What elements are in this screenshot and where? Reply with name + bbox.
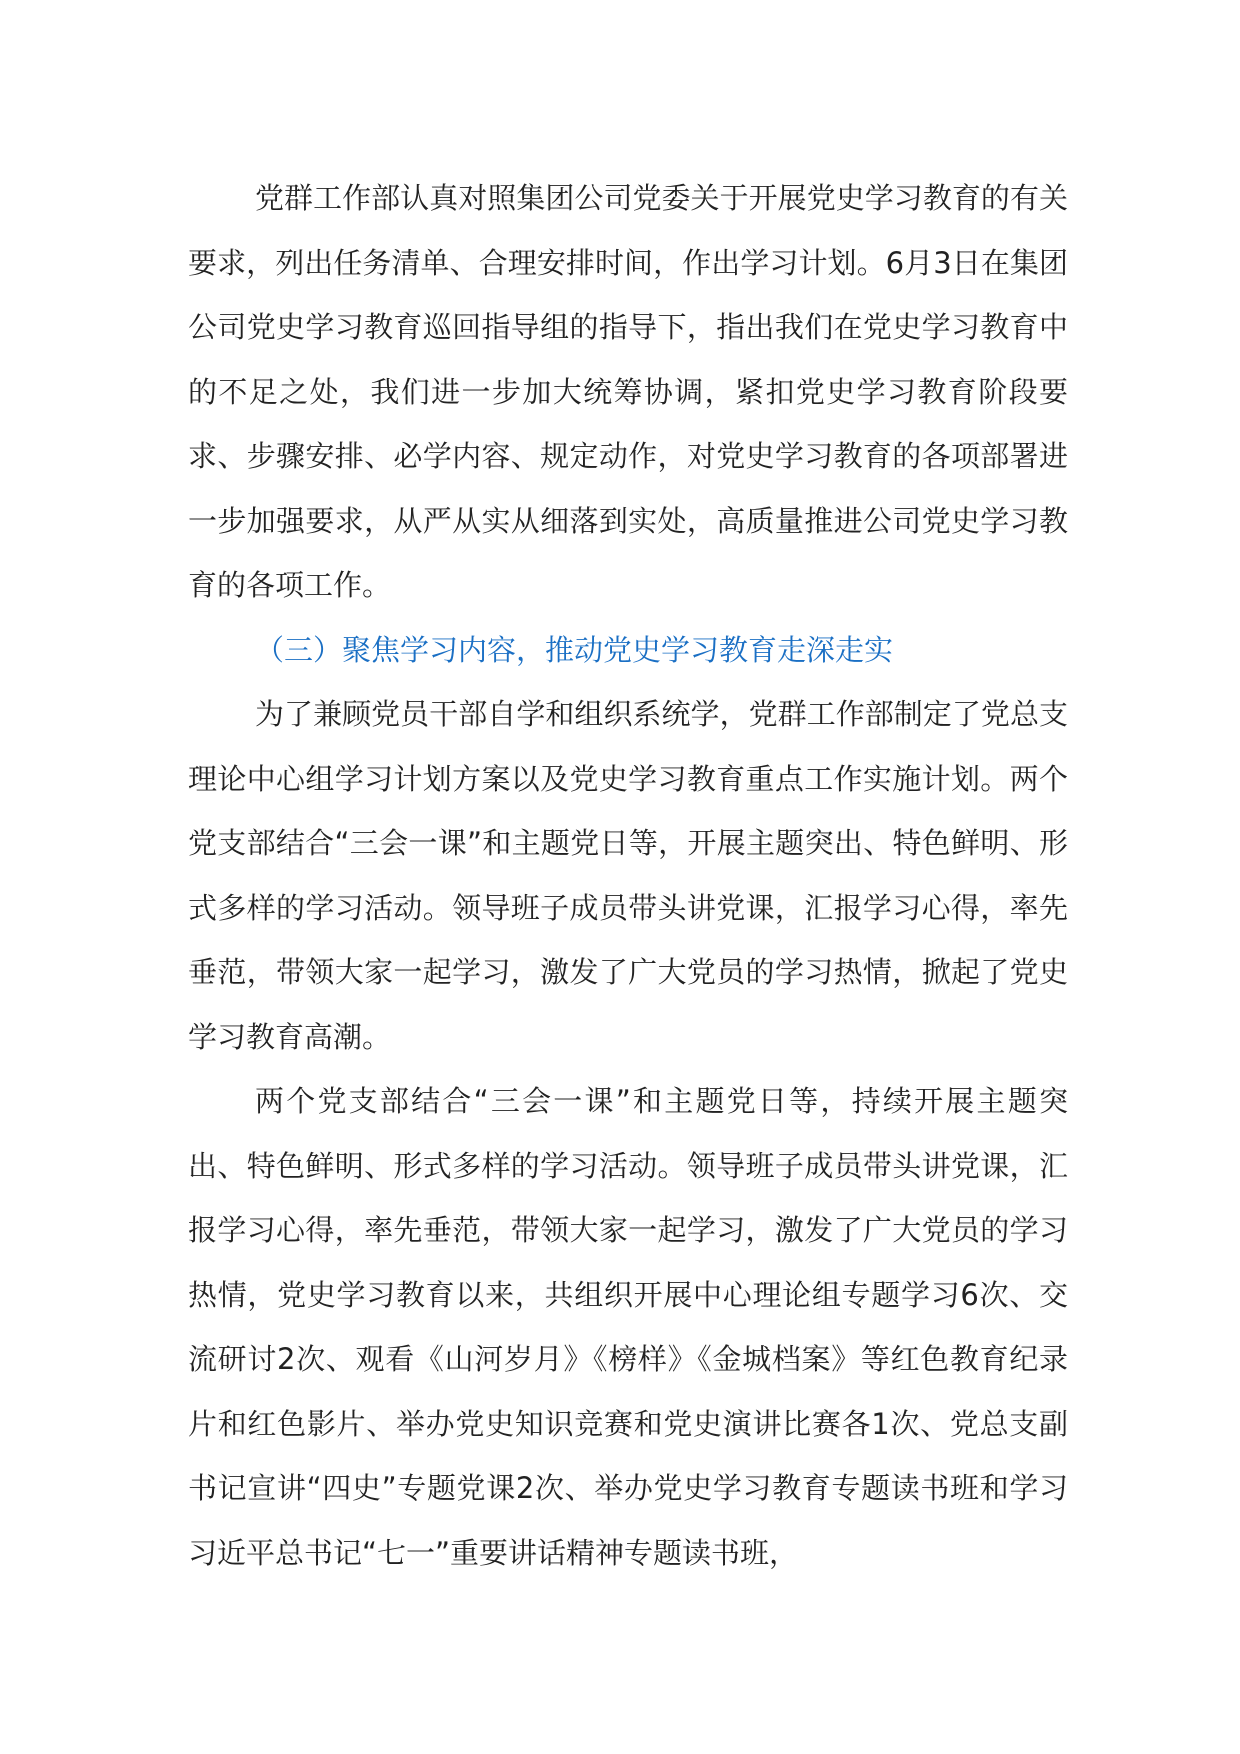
document-body [188, 166, 1068, 1585]
section-heading: （三）聚焦学习内容，推动党史学习教育走深走实 [255, 632, 894, 667]
body-paragraph-study-results: 两个党支部结合“三会一课”和主题党日等，持续开展主题突出、特色鲜明、形式多样的学习活动。领导班子成员带头讲党课，汇报学习心得，率先垂范，带领大家一起学习，激发了广大党员的学习热情，党史学习教育以来，共组织开展中心理论组专题学习6次、交流研讨2次、观看《山河岁月》《榜样》《金城档案》等红色教育纪录片和红色影片、举办党史知识竞赛和党史演讲比赛各1次、党总支副书记宣讲“四史”专题党课2次、举办党史学习教育专题读书班和学习习近平总书记“七一”重要讲话精神专题读书班， [188, 1084, 1068, 1570]
body-paragraph-learning-activities: 为了兼顾党员干部自学和组织系统学，党群工作部制定了党总支理论中心组学习计划方案以及党史学习教育重点工作实施计划。两个党支部结合“三会一课”和主题党日等，开展主题突出、特色鲜明、形式多样的学习活动。领导班子成员带头讲党课，汇报学习心得，率先垂范，带领大家一起学习，激发了广大党员的学习热情，掀起了党史学习教育高潮。 [188, 697, 1068, 1054]
body-paragraph-study-plan: 党群工作部认真对照集团公司党委关于开展党史学习教育的有关要求，列出任务清单、合理安排时间，作出学习计划。6月3日在集团公司党史学习教育巡回指导组的指导下，指出我们在党史学习教育中的不足之处，我们进一步加大统筹协调，紧扣党史学习教育阶段要求、步骤安排、必学内容、规定动作，对党史学习教育的各项部署进一步加强要求，从严从实从细落到实处，高质量推进公司党史学习教育的各项工作。 [188, 181, 1068, 602]
